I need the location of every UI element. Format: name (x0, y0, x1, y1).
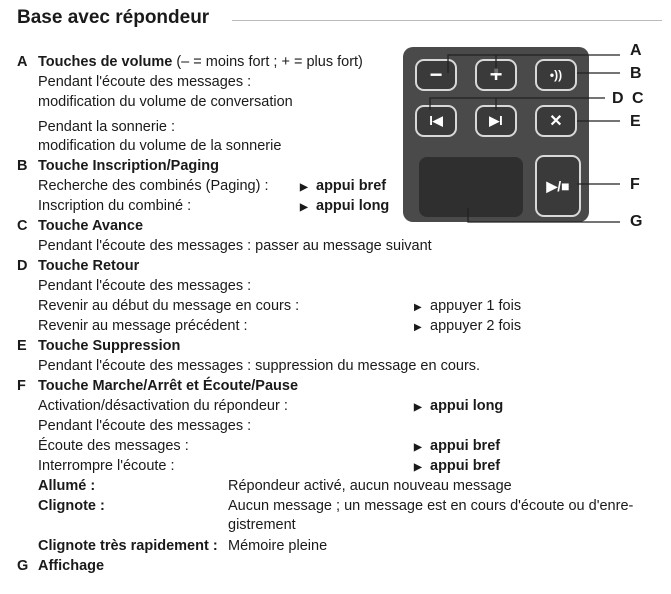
section-e-letter: E (17, 338, 27, 354)
arrow-right-icon: ▶ (414, 302, 422, 313)
section-f-row-1-value: appui long (430, 398, 504, 414)
status-clignote-rapide-label: Clignote très rapidement : (38, 538, 218, 554)
paging-key: •)) (535, 59, 577, 91)
page-title: Base avec répondeur (17, 7, 210, 28)
section-d-row-2-label: Revenir au message précédent : (38, 318, 248, 334)
section-d-heading: Touche Retour (38, 258, 140, 274)
arrow-right-icon: ▶ (414, 402, 422, 413)
status-clignote-value-cont: gistrement (228, 517, 296, 533)
section-d-line-1: Pendant l'écoute des messages : (38, 278, 252, 294)
section-a-line-3: Pendant la sonnerie : (38, 119, 176, 135)
callout-e: E (630, 113, 641, 130)
callout-d: D (612, 90, 624, 107)
section-d-row-2-value: appuyer 2 fois (430, 318, 522, 334)
section-f-row-1-label: Activation/désactivation du répondeur : (38, 398, 288, 414)
callout-f: F (630, 176, 640, 193)
callout-b: B (630, 65, 642, 82)
back-key: I◀ (415, 105, 457, 137)
section-b-row-2-value: appui long (316, 198, 390, 214)
arrow-right-icon: ▶ (300, 202, 308, 213)
section-f-heading: Touche Marche/Arrêt et Écoute/Pause (38, 378, 299, 394)
callout-a: A (630, 42, 642, 59)
arrow-right-icon: ▶ (414, 462, 422, 473)
section-f-mid-line: Pendant l'écoute des messages : (38, 418, 252, 434)
section-f-letter: F (17, 378, 26, 394)
volume-plus-key: + (475, 59, 517, 91)
section-c-heading: Touche Avance (38, 218, 144, 234)
section-f-row-3-label: Interrompre l'écoute : (38, 458, 175, 474)
volume-minus-key: − (415, 59, 457, 91)
section-b-row-2-label: Inscription du combiné : (38, 198, 192, 214)
section-a-line-4: modification du volume de la sonnerie (38, 138, 282, 154)
section-d-letter: D (17, 258, 28, 274)
forward-key: ▶I (475, 105, 517, 137)
section-b-letter: B (17, 158, 28, 174)
arrow-right-icon: ▶ (300, 182, 308, 193)
section-a-heading: Touches de volume (38, 54, 173, 70)
section-b-row-1-label: Recherche des combinés (Paging) : (38, 178, 269, 194)
status-clignote-value: Aucun message ; un message est en cours d'écoute ou d'enre- (228, 498, 634, 514)
section-c-line-1: Pendant l'écoute des messages : passer au message suivant (38, 238, 432, 254)
status-clignote-rapide-value: Mémoire pleine (228, 538, 328, 554)
section-f-row-2-label: Écoute des messages : (38, 438, 189, 454)
section-a-heading-note: (– = moins fort ; + = plus fort) (172, 54, 363, 70)
section-b-row-1-value: appui bref (316, 178, 387, 194)
section-e-line-1: Pendant l'écoute des messages : suppression du message en cours. (38, 358, 481, 374)
section-a-letter: A (17, 54, 28, 70)
status-allume-label: Allumé : (38, 478, 96, 494)
section-a-line-1: Pendant l'écoute des messages : (38, 74, 252, 90)
section-d-row-1-value: appuyer 1 fois (430, 298, 522, 314)
arrow-right-icon: ▶ (414, 442, 422, 453)
section-c-letter: C (17, 218, 28, 234)
section-g-letter: G (17, 558, 29, 574)
arrow-right-icon: ▶ (414, 322, 422, 333)
callout-c: C (632, 90, 644, 107)
section-f-row-2-value: appui bref (430, 438, 501, 454)
play-pause-key: ▶/■ (535, 155, 581, 217)
section-d-row-1-label: Revenir au début du message en cours : (38, 298, 300, 314)
section-f-row-3-value: appui bref (430, 458, 501, 474)
status-clignote-label: Clignote : (38, 498, 105, 514)
delete-key: ✕ (535, 105, 577, 137)
section-a-line-2: modification du volume de conversation (38, 94, 293, 110)
section-e-heading: Touche Suppression (38, 338, 181, 354)
status-allume-value: Répondeur activé, aucun nouveau message (228, 478, 512, 494)
callout-g: G (630, 213, 643, 230)
section-g-heading: Affichage (38, 558, 105, 574)
section-b-heading: Touche Inscription/Paging (38, 158, 219, 174)
